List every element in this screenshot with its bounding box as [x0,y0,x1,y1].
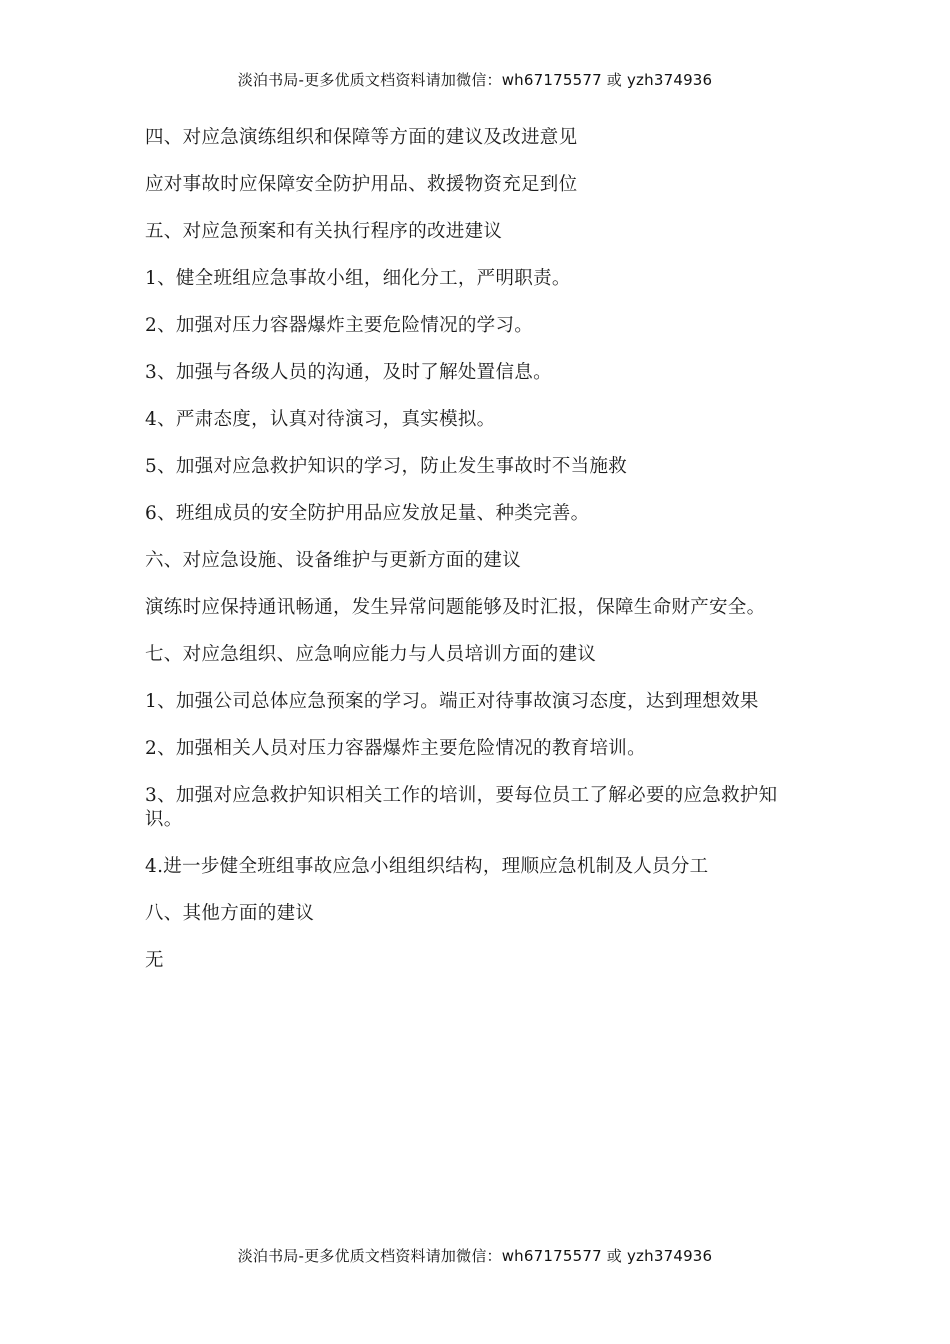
list-item: 1、健全班组应急事故小组，细化分工，严明职责。 [145,268,571,289]
paragraph: 无 [145,950,164,971]
page-footer: 淡泊书局-更多优质文档资料请加微信：wh67175577 或 yzh374936 [237,1247,713,1265]
section-heading-4: 四、对应急演练组织和保障等方面的建议及改进意见 [145,127,578,148]
list-item: 5、加强对应急救护知识的学习，防止发生事故时不当施救 [145,456,628,477]
section-heading-6: 六、对应急设施、设备维护与更新方面的建议 [145,550,522,571]
list-item: 4、严肃态度，认真对待演习，真实模拟。 [145,409,496,430]
list-item: 6、班组成员的安全防护用品应发放足量、种类完善。 [145,503,590,524]
list-item: 4.进一步健全班组事故应急小组组织结构，理顺应急机制及人员分工 [145,856,709,877]
section-heading-5: 五、对应急预案和有关执行程序的改进建议 [145,221,503,242]
paragraph: 应对事故时应保障安全防护用品、救援物资充足到位 [145,174,578,195]
list-item: 2、加强相关人员对压力容器爆炸主要危险情况的教育培训。 [145,738,646,759]
list-item: 3、加强与各级人员的沟通，及时了解处置信息。 [145,362,552,383]
list-item: 3、加强对应急救护知识相关工作的培训，要每位员工了解必要的应急救护知识。 [145,785,778,830]
list-item: 1、加强公司总体应急预案的学习。端正对待事故演习态度，达到理想效果 [145,691,759,712]
section-heading-8: 八、其他方面的建议 [145,903,315,924]
section-heading-7: 七、对应急组织、应急响应能力与人员培训方面的建议 [145,644,597,665]
list-item: 2、加强对压力容器爆炸主要危险情况的学习。 [145,315,534,336]
paragraph: 演练时应保持通讯畅通，发生异常问题能够及时汇报，保障生命财产安全。 [145,597,766,618]
page-header: 淡泊书局-更多优质文档资料请加微信：wh67175577 或 yzh374936 [237,71,713,89]
document-body [145,126,810,996]
